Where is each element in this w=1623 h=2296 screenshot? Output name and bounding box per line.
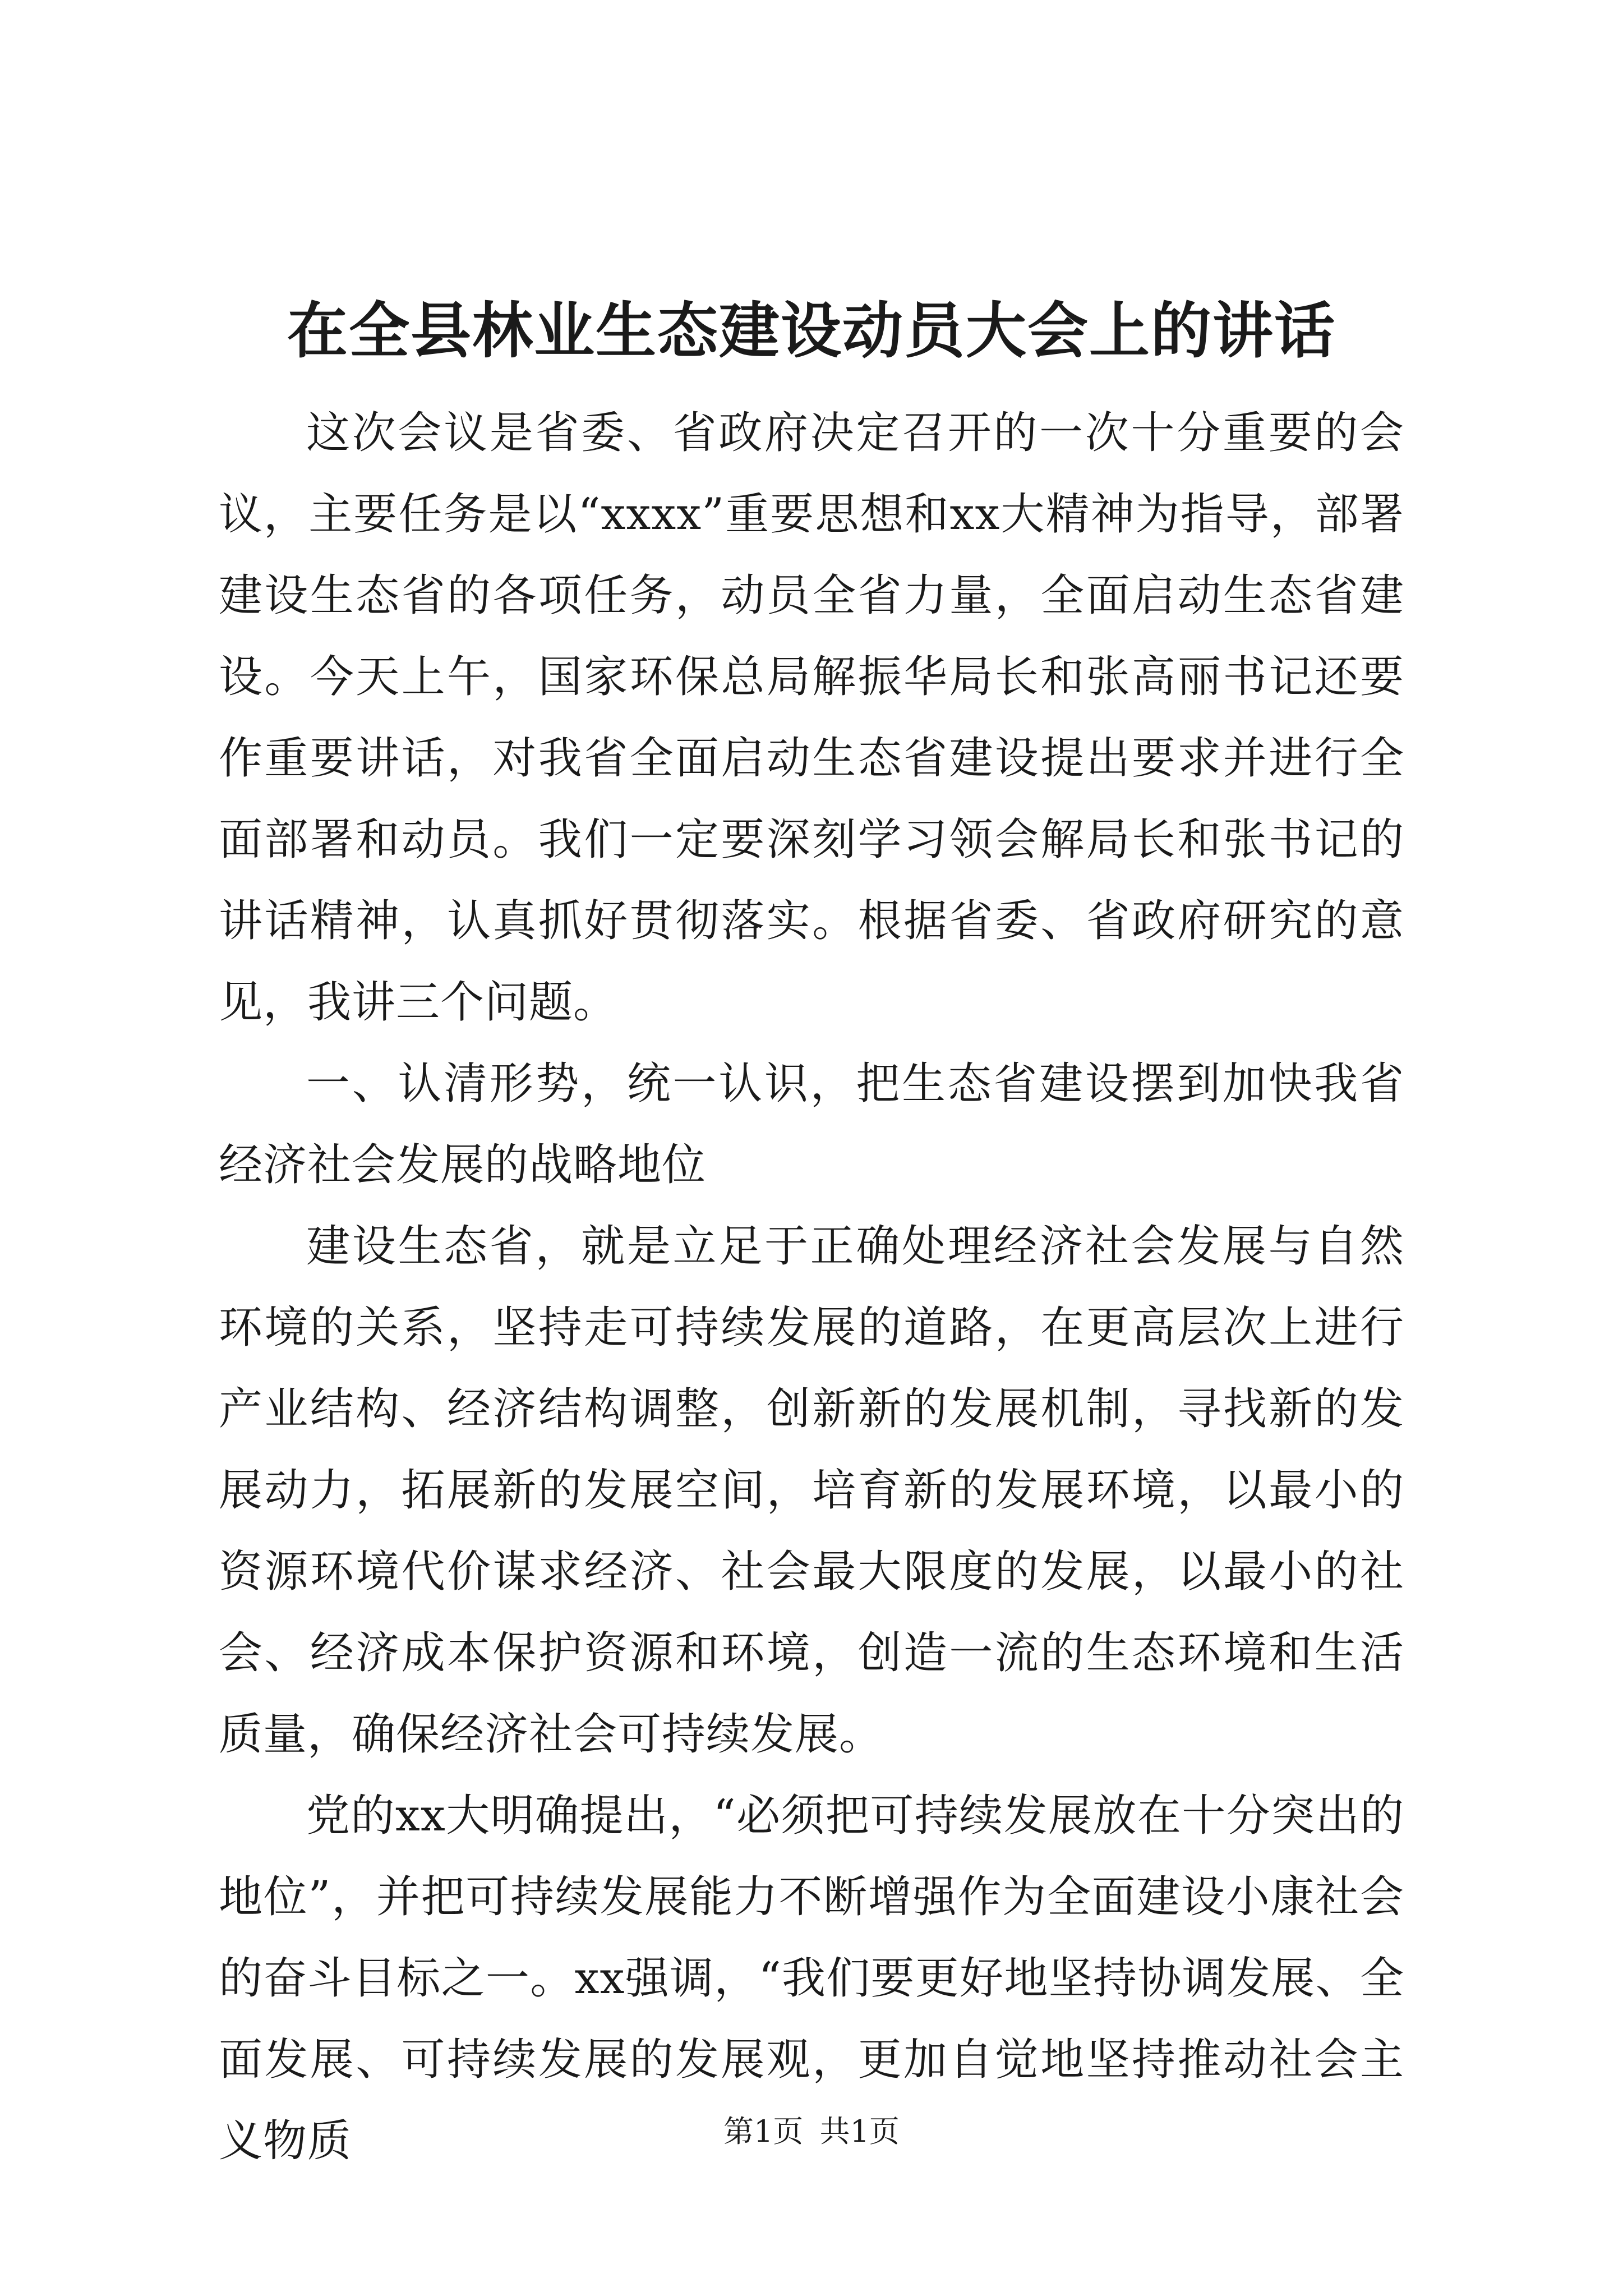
page-footer — [0, 2109, 1623, 2154]
document-title: 在全县林业生态建设动员大会上的讲话 — [287, 296, 1336, 366]
section-heading-one: 一、认清形势，统一认识，把生态省建设摆到加快我省经济社会发展的战略地位 — [219, 1059, 1404, 1190]
paragraph-eco-province: 建设生态省，就是立足于正确处理经济社会发展与自然环境的关系，坚持走可持续发展的道路，在更高层次上进行产业结构、经济结构调整，创新新的发展机制，寻找新的发展动力，拓展新的发展空间，培育新的发展环境，以最小的资源环境代价谋求经济、社会最大限度的发展，以最小的社会、经济成本保护资源和环境，创造一流的生态环境和生活质量，确保经济社会可持续发展。 — [219, 1221, 1404, 1760]
paragraph-intro: 这次会议是省委、省政府决定召开的一次十分重要的会议，主要任务是以“xxxx”重要思想和xx大精神为指导，部署建设生态省的各项任务，动员全省力量，全面启动生态省建设。今天上午，国家环保总局解振华局长和张高丽书记还要作重要讲话，对我省全面启动生态省建设提出要求并进行全面部署和动员。我们一定要深刻学习领会解局长和张书记的讲话精神，认真抓好贯彻落实。根据省委、省政府研究的意见，我讲三个问题。 — [219, 408, 1404, 1028]
document-body — [219, 393, 1404, 2182]
page-number: 第1页 — [723, 2114, 804, 2149]
page-total: 共1页 — [819, 2114, 900, 2149]
paragraph-party-congress: 党的xx大明确提出，“必须把可持续发展放在十分突出的地位”，并把可持续发展能力不断增强作为全面建设小康社会的奋斗目标之一。xx强调，“我们要更好地坚持协调发展、全面发展、可持续发展的发展观，更加自觉地坚持推动社会主义物质 — [219, 1791, 1404, 2166]
